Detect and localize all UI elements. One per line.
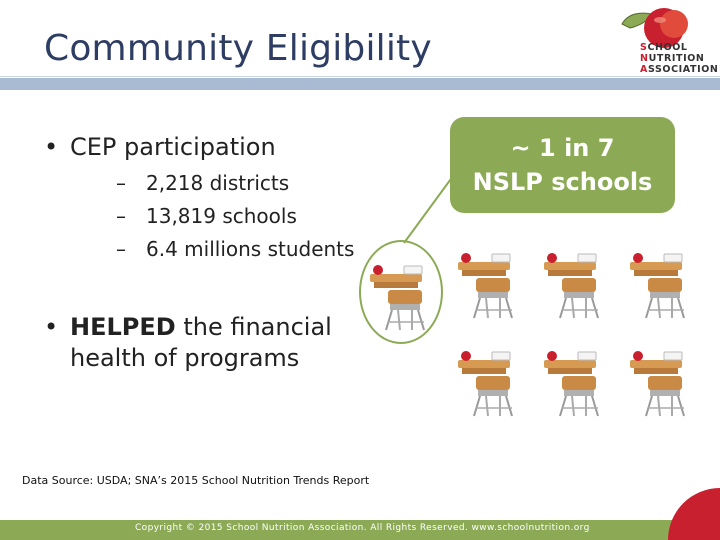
- school-desk-icon: [368, 252, 438, 332]
- slide-title: Community Eligibility: [44, 28, 432, 69]
- school-desk-icon: [542, 338, 612, 418]
- sub-bullet-list: [70, 167, 360, 266]
- corner-decoration: [668, 488, 720, 540]
- sub-bullet-students: – 6.4 millions students: [116, 237, 355, 261]
- bullet-cep-participation: • CEP participation – 2,218 districts – 13,819 schools – 6.4 millions students: [30, 132, 360, 266]
- bullet-helped: • HELPED the financial health of programs: [44, 313, 332, 372]
- school-desk-icon: [542, 240, 612, 320]
- data-source-note: Data Source: USDA; SNA’s 2015 School Nutrition Trends Report: [22, 474, 370, 487]
- bullet-dot-icon: •: [44, 133, 59, 161]
- school-desk-icon: [628, 240, 698, 320]
- sub-bullet-districts: – 2,218 districts: [116, 171, 290, 195]
- callout-ratio: ~ 1 in 7: [510, 134, 615, 162]
- logo-wordmark: SCHOOL NUTRITION ASSOCIATION: [640, 42, 719, 75]
- bullet-dot-icon: •: [44, 313, 59, 341]
- sub-bullet-schools: – 13,819 schools: [116, 204, 297, 228]
- callout-label: NSLP schools: [472, 168, 653, 196]
- footer-copyright: Copyright © 2015 School Nutrition Association. All Rights Reserved. www.schoolnutrition.org: [135, 523, 590, 533]
- school-desk-icon: [456, 240, 526, 320]
- callout-box: [450, 117, 675, 213]
- title-rule-bar: [0, 78, 720, 90]
- bullet-list: [30, 132, 360, 266]
- school-desk-icon: [628, 338, 698, 418]
- school-desk-icon: [456, 338, 526, 418]
- title-rule-line: [0, 76, 720, 77]
